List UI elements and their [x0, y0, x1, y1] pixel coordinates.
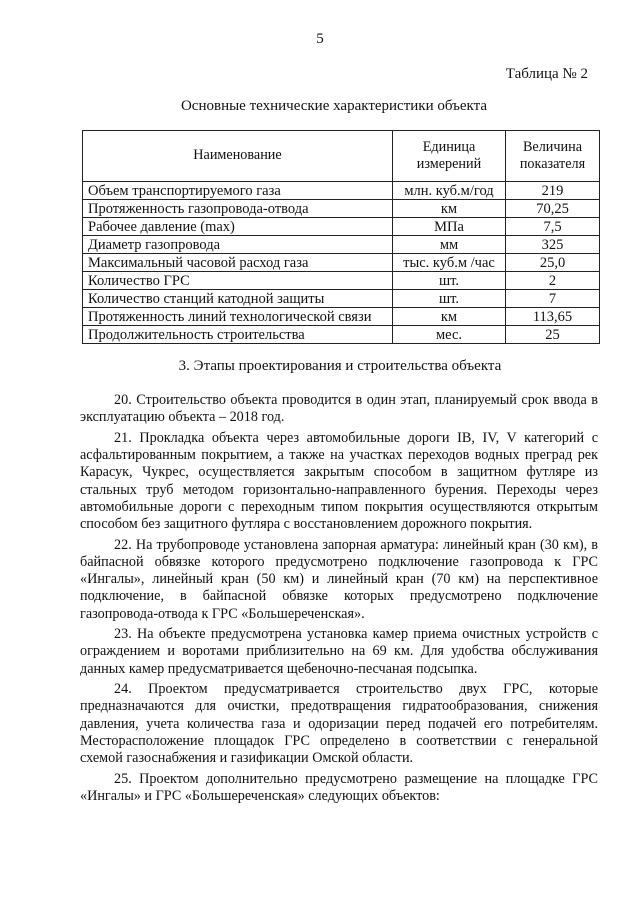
row-value: 25 [506, 326, 600, 344]
table-row [83, 182, 600, 200]
header-unit: Единица измерений [393, 131, 506, 182]
paragraph-20: 20. Строительство объекта проводится в один этап, планируемый срок ввода в эксплуатацию объекта – 2018 год. [80, 392, 598, 426]
row-unit: км [393, 308, 506, 326]
section-heading: 3. Этапы проектирования и строительства объекта [178, 358, 502, 374]
row-unit: мес. [393, 326, 506, 344]
row-name: Количество станций катодной защиты [83, 290, 393, 308]
header-value: Величина показателя [506, 131, 600, 182]
table-row [83, 236, 600, 254]
row-name: Максимальный часовой расход газа [83, 254, 393, 272]
row-unit: мм [393, 236, 506, 254]
paragraph-22: 22. На трубопроводе установлена запорная арматура: линейный кран (30 км), в байпасной обвязке которого предусмотрено подключение газопровода к ГРС «Ингалы», линейный кран (50 км) и линейный кран (70 км) на перспективное подключение, в байпасной обвязке которых предусмотрено подключение газопровода-отвода к ГРС «Большереченская». [80, 536, 598, 622]
row-unit: тыс. куб.м /час [393, 254, 506, 272]
row-unit: МПа [393, 218, 506, 236]
row-name: Объем транспортируемого газа [83, 182, 393, 200]
row-name: Протяженность линий технологической связи [83, 308, 393, 326]
row-value: 7 [506, 290, 600, 308]
table-title: Основные технические характеристики объекта [180, 98, 488, 114]
row-unit: шт. [393, 290, 506, 308]
paragraph-25: 25. Проектом дополнительно предусмотрено размещение на площадке ГРС «Ингалы» и ГРС «Большереченская» следующих объектов: [80, 770, 598, 804]
row-unit: млн. куб.м/год [393, 182, 506, 200]
row-value: 325 [506, 236, 600, 254]
row-value: 113,65 [506, 308, 600, 326]
row-unit: км [393, 200, 506, 218]
table-row [83, 218, 600, 236]
row-value: 25,0 [506, 254, 600, 272]
row-unit: шт. [393, 272, 506, 290]
header-name: Наименование [83, 131, 393, 182]
table-row [83, 326, 600, 344]
table-row [83, 200, 600, 218]
paragraph-23: 23. На объекте предусмотрена установка камер приема очистных устройств с ограждением и воротами приблизительно на 69 км. Для удобства обслуживания данных камер предусматривается щебеночно-песчаная подсыпка. [80, 626, 598, 677]
row-value: 70,25 [506, 200, 600, 218]
specifications-table [82, 130, 600, 344]
table-row [83, 254, 600, 272]
body-text [80, 392, 598, 808]
table-header-row [83, 131, 600, 182]
row-name: Протяженность газопровода-отвода [83, 200, 393, 218]
paragraph-21: 21. Прокладка объекта через автомобильные дороги IB, IV, V категорий с асфальтированным покрытием, а также на участках переходов водных преград рек Карасук, Чукрес, осуществляется закрытым способом в защитном футляре из стальных труб методом горизонтально-направленного бурения. Переходы через автомобильные дороги с переходным типом покрытия осуществляются открытым способом без защитного футляра с восстановлением дорожного покрытия. [80, 429, 598, 533]
row-value: 219 [506, 182, 600, 200]
row-name: Продолжительность строительства [83, 326, 393, 344]
table-label: Таблица № 2 [505, 66, 588, 82]
row-name: Рабочее давление (max) [83, 218, 393, 236]
table-row [83, 290, 600, 308]
paragraph-24: 24. Проектом предусматривается строительство двух ГРС, которые предназначаются для очистки, предотвращения гидратообразования, снижения давления, учета количества газа и одоризации перед подачей его потребителям. Месторасположение площадок ГРС определено в соответствии с генеральной схемой газоснабжения и газификации Омской области. [80, 681, 598, 767]
page-number: 5 [316, 31, 324, 47]
row-value: 7,5 [506, 218, 600, 236]
row-name: Количество ГРС [83, 272, 393, 290]
row-value: 2 [506, 272, 600, 290]
row-name: Диаметр газопровода [83, 236, 393, 254]
table-row [83, 272, 600, 290]
table-row [83, 308, 600, 326]
